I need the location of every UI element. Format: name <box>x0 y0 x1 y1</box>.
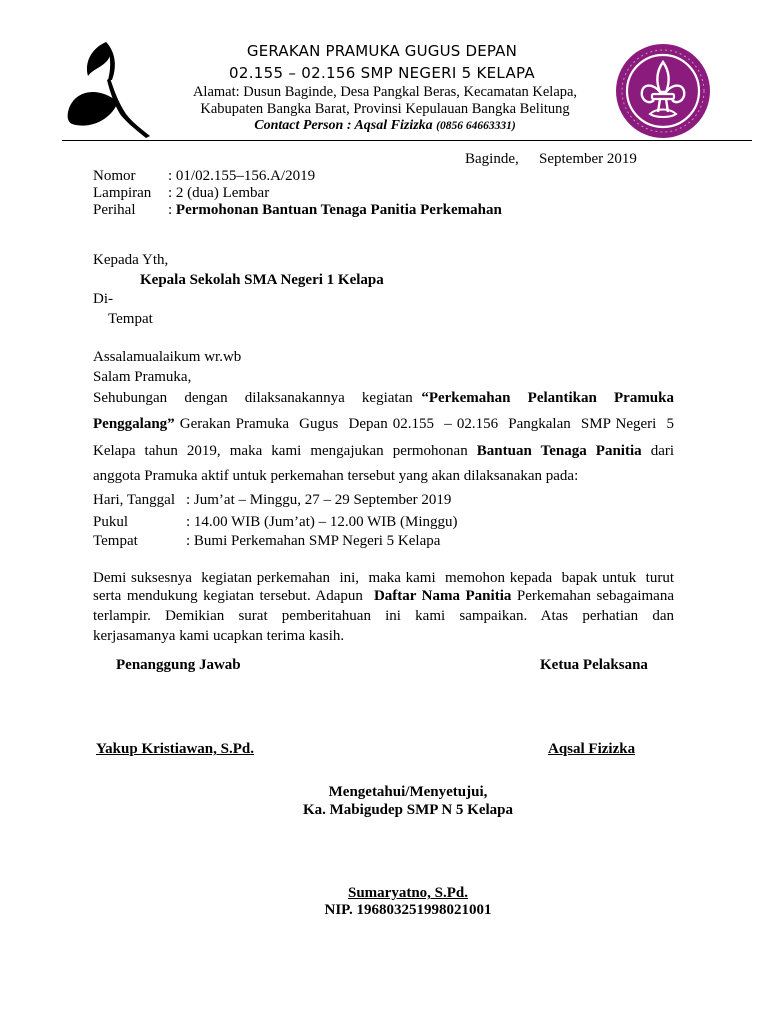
body1-line4: anggota Pramuka aktif untuk perkemahan tersebut yang akan dilaksanakan pada: <box>93 468 579 484</box>
org-name-line1: GERAKAN PRAMUKA GUGUS DEPAN <box>246 42 518 60</box>
kepada-yth: Kepada Yth, <box>93 252 169 268</box>
contact-label: Contact Person : Aqsal Fizizka <box>254 118 433 133</box>
body1-line3-end: dari <box>641 443 675 459</box>
perihal-value: Permohonan Bantuan Tenaga Panitia Perkemahan <box>175 202 502 218</box>
body1-line1-text: Sehubungan dengan dilaksanakannya kegiatan <box>93 390 422 406</box>
nomor-value: : 01/02.155–156.A/2019 <box>168 168 316 184</box>
recipient-tempat: Tempat <box>108 311 153 327</box>
body2-line4: kerjasamanya kami ucapkan terima kasih. <box>93 628 345 644</box>
body1-line2-text: Gerakan Pramuka Gugus Depan 02.155 – 02.156 Pangkalan SMP Negeri 5 <box>174 416 674 432</box>
date-value: September 2019 <box>539 151 637 167</box>
perihal-colon: : <box>168 202 173 218</box>
body2-line1: Demi suksesnya kegiatan perkemahan ini, maka kami memohon kepada bapak untuk turut <box>93 570 674 586</box>
left-signatory-name: Yakup Kristiawan, S.Pd. <box>96 741 254 757</box>
body1-line1 <box>93 389 674 407</box>
approval-position: Ka. Mabigudep SMP N 5 Kelapa <box>302 802 514 818</box>
address-line1: Alamat: Dusun Baginde, Desa Pangkal Beras, Kecamatan Kelapa, <box>192 84 578 100</box>
pukul-value: : 14.00 WIB (Jum’at) – 12.00 WIB (Minggu) <box>186 514 458 530</box>
recipient-name: Kepala Sekolah SMA Negeri 1 Kelapa <box>140 272 384 288</box>
hari-label: Hari, Tanggal <box>93 492 175 508</box>
lampiran-label: Lampiran <box>93 185 152 201</box>
event-name-part1: “Perkemahan Pelantikan Pramuka <box>421 390 674 406</box>
wosm-fleur-de-lis-icon <box>614 42 712 140</box>
body1-line3-text: Kelapa tahun 2019, maka kami mengajukan permohonan <box>93 443 477 459</box>
pukul-label: Pukul <box>93 514 129 530</box>
lampiran-value: : 2 (dua) Lembar <box>168 185 270 201</box>
approval-name: Sumaryatno, S.Pd. <box>347 885 469 901</box>
contact-phone: (0856 64663331) <box>436 120 516 132</box>
tunas-kelapa-icon <box>62 40 154 140</box>
greeting-salam: Assalamualaikum wr.wb <box>93 349 242 365</box>
request-highlight: Bantuan Tenaga Panitia <box>476 443 642 459</box>
nomor-label: Nomor <box>93 168 136 184</box>
body1-line3 <box>93 442 674 460</box>
left-signatory-title: Penanggung Jawab <box>116 657 241 673</box>
approval-heading: Mengetahui/Menyetujui, <box>328 784 488 800</box>
right-signatory-title: Ketua Pelaksana <box>540 657 648 673</box>
attachment-highlight: Daftar Nama Panitia <box>373 588 512 604</box>
approval-nip: NIP. 196803251998021001 <box>324 902 492 918</box>
perihal-line <box>168 201 502 219</box>
contact-person <box>150 118 620 134</box>
right-signatory-name: Aqsal Fizizka <box>548 741 636 757</box>
perihal-label: Perihal <box>93 202 136 218</box>
hari-value: : Jum’at – Minggu, 27 – 29 September 2019 <box>186 492 452 508</box>
tempat-value: : Bumi Perkemahan SMP Negeri 5 Kelapa <box>186 533 441 549</box>
event-name-part2: Penggalang” <box>93 416 175 432</box>
body2-line2 <box>93 587 674 605</box>
greeting-pramuka: Salam Pramuka, <box>93 369 192 385</box>
recipient-di: Di- <box>93 291 113 307</box>
header-divider <box>62 140 752 141</box>
body2-line2-end: Perkemahan sebagaimana <box>511 588 674 604</box>
tempat-label: Tempat <box>93 533 138 549</box>
body2-line2-text: serta mendukung kegiatan tersebut. Adapun <box>93 588 374 604</box>
body2-line3: terlampir. Demikian surat pemberitahuan ini kami sampaikan. Atas perhatian dan <box>93 608 674 624</box>
body1-line2 <box>93 415 674 433</box>
date-place: Baginde, <box>465 151 519 167</box>
address-line2: Kabupaten Bangka Barat, Provinsi Kepulauan Bangka Belitung <box>200 101 570 117</box>
org-name-line2: 02.155 – 02.156 SMP NEGERI 5 KELAPA <box>229 64 535 82</box>
approval-name-row <box>200 884 616 902</box>
